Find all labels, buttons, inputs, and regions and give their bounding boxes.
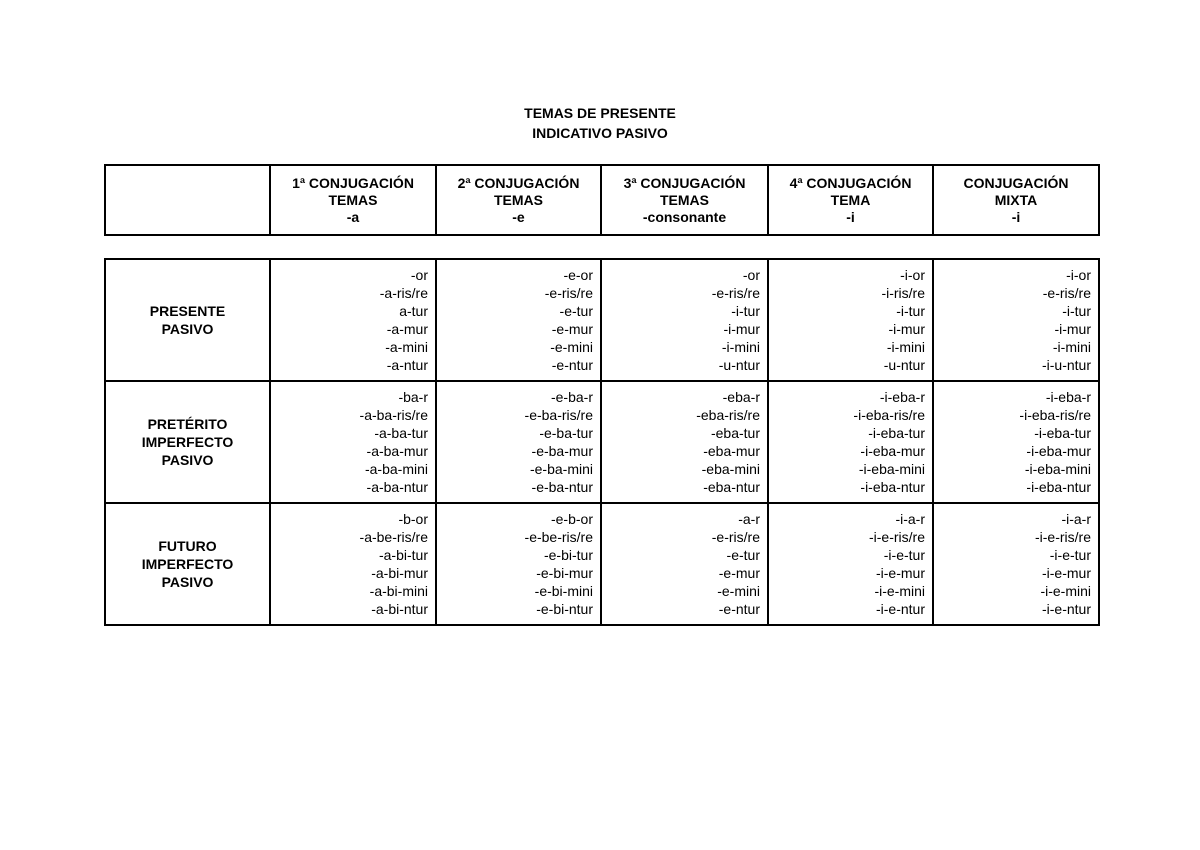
row-label-cell: [105, 503, 270, 625]
ending-line: -a-bi-mini: [369, 583, 428, 599]
ending-line: -i-tur: [731, 303, 760, 319]
ending-line: -e-or: [563, 267, 593, 283]
ending-line: -e-ris/re: [544, 285, 593, 301]
endings-cell: [933, 259, 1099, 381]
header-line: TEMAS: [660, 191, 709, 208]
ending-line: -eba-r: [722, 389, 760, 405]
ending-line: -i-eba-mini: [858, 461, 925, 477]
ending-line: -i-e-mini: [874, 583, 925, 599]
header-line: -i: [846, 208, 855, 225]
header-row: [105, 165, 1099, 235]
ending-line: -i-tur: [1062, 303, 1091, 319]
header-line: -a: [346, 208, 360, 225]
ending-line: -i-eba-ntur: [1026, 479, 1091, 495]
endings-cell: [270, 259, 436, 381]
endings-cell: [933, 503, 1099, 625]
header-cell-4: [768, 165, 933, 235]
ending-line: -e-ba-ris/re: [524, 407, 593, 423]
row-label-line: PRESENTE: [149, 303, 226, 319]
ending-line: -a-bi-ntur: [371, 601, 428, 617]
header-cell-2: [436, 165, 601, 235]
ending-line: -e-bi-ntur: [536, 601, 593, 617]
ending-line: -i-a-r: [1061, 511, 1091, 527]
ending-line: -eba-ris/re: [696, 407, 760, 423]
ending-line: -e-ntur: [551, 357, 593, 373]
header-cell-1: [270, 165, 436, 235]
ending-line: -a-ba-tur: [374, 425, 428, 441]
ending-line: -e-ba-mini: [529, 461, 593, 477]
ending-line: -e-tur: [559, 303, 593, 319]
ending-line: a-tur: [399, 303, 428, 319]
ending-line: -a-ba-ris/re: [359, 407, 428, 423]
ending-line: -e-ba-ntur: [531, 479, 593, 495]
endings-cell: [270, 381, 436, 503]
ending-line: -i-mini: [721, 339, 760, 355]
ending-line: -i-eba-r: [1045, 389, 1091, 405]
row-label-line: PASIVO: [161, 452, 214, 468]
endings-cell: [270, 503, 436, 625]
row-label-line: PASIVO: [161, 574, 214, 590]
header-line: TEMA: [830, 191, 871, 208]
ending-line: -e-ba-r: [550, 389, 593, 405]
ending-line: -i-or: [1066, 267, 1091, 283]
table-row: [105, 381, 1099, 503]
header-empty-cell: [105, 165, 270, 235]
header-line: 4ª CONJUGACIÓN: [789, 174, 912, 191]
row-label-line: PASIVO: [161, 321, 214, 337]
ending-line: -e-ris/re: [711, 529, 760, 545]
endings-cell: [601, 381, 768, 503]
ending-line: -e-ntur: [718, 601, 760, 617]
ending-line: -i-eba-mur: [860, 443, 925, 459]
row-label-cell: [105, 259, 270, 381]
ending-line: -a-r: [738, 511, 760, 527]
ending-line: -a-ris/re: [379, 285, 428, 301]
endings-cell: [436, 503, 601, 625]
ending-line: -eba-ntur: [703, 479, 760, 495]
ending-line: -e-bi-mur: [536, 565, 593, 581]
endings-cell: [768, 381, 933, 503]
header-line: 2ª CONJUGACIÓN: [457, 174, 580, 191]
row-label-line: IMPERFECTO: [141, 556, 234, 572]
ending-line: -i-eba-tur: [1034, 425, 1091, 441]
ending-line: -i-e-tur: [883, 547, 925, 563]
header-line: -e: [512, 208, 525, 225]
ending-line: -i-mur: [723, 321, 760, 337]
ending-line: -e-mini: [550, 339, 593, 355]
ending-line: -i-eba-r: [879, 389, 925, 405]
ending-line: -e-ba-mur: [531, 443, 593, 459]
table-row: [105, 503, 1099, 625]
ending-line: -a-mini: [385, 339, 428, 355]
ending-line: -i-or: [900, 267, 925, 283]
ending-line: -i-e-tur: [1049, 547, 1091, 563]
ending-line: -e-ba-tur: [539, 425, 593, 441]
ending-line: -ba-r: [398, 389, 428, 405]
ending-line: -a-be-ris/re: [359, 529, 428, 545]
ending-line: -i-e-ntur: [1041, 601, 1091, 617]
ending-line: -a-ba-mur: [366, 443, 428, 459]
table-row: [105, 259, 1099, 381]
ending-line: -e-tur: [726, 547, 760, 563]
ending-line: -i-mini: [886, 339, 925, 355]
ending-line: -b-or: [398, 511, 428, 527]
ending-line: -i-mur: [888, 321, 925, 337]
endings-cell: [768, 259, 933, 381]
ending-line: -i-mur: [1054, 321, 1091, 337]
ending-line: -i-eba-mini: [1024, 461, 1091, 477]
ending-line: -a-bi-tur: [378, 547, 428, 563]
ending-line: -i-eba-mur: [1026, 443, 1091, 459]
header-cell-3: [601, 165, 768, 235]
header-line: 3ª CONJUGACIÓN: [623, 174, 746, 191]
ending-line: -e-bi-mini: [534, 583, 593, 599]
header-line: CONJUGACIÓN: [963, 174, 1069, 191]
endings-cell: [601, 259, 768, 381]
ending-line: -e-ris/re: [711, 285, 760, 301]
ending-line: -a-ba-ntur: [366, 479, 428, 495]
header-line: TEMAS: [328, 191, 378, 208]
endings-cell: [933, 381, 1099, 503]
ending-line: -i-eba-ris/re: [853, 407, 925, 423]
ending-line: -or: [410, 267, 428, 283]
ending-line: -i-e-ris/re: [1035, 529, 1091, 545]
ending-line: -i-e-mini: [1040, 583, 1091, 599]
ending-line: -e-be-ris/re: [524, 529, 593, 545]
endings-cell: [436, 259, 601, 381]
ending-line: -a-mur: [386, 321, 428, 337]
ending-line: -i-tur: [896, 303, 925, 319]
ending-line: -i-e-ntur: [875, 601, 925, 617]
header-line: MIXTA: [994, 191, 1038, 208]
ending-line: -u-ntur: [883, 357, 925, 373]
ending-line: -e-ris/re: [1042, 285, 1091, 301]
ending-line: -i-e-mur: [876, 565, 925, 581]
ending-line: -eba-tur: [710, 425, 760, 441]
ending-line: -a-ba-mini: [364, 461, 428, 477]
ending-line: -i-e-mur: [1042, 565, 1091, 581]
row-label-cell: [105, 381, 270, 503]
ending-line: -eba-mini: [701, 461, 760, 477]
ending-line: -a-bi-mur: [371, 565, 428, 581]
ending-line: -i-eba-tur: [868, 425, 925, 441]
header-line: -i: [1011, 208, 1021, 225]
ending-line: -e-mini: [717, 583, 760, 599]
title-line-2: INDICATIVO PASIVO: [532, 125, 668, 141]
conjugation-header-table: [104, 164, 1100, 236]
row-label-line: IMPERFECTO: [141, 434, 234, 450]
ending-line: -i-a-r: [895, 511, 925, 527]
endings-cell: [601, 503, 768, 625]
ending-line: -eba-mur: [703, 443, 760, 459]
ending-line: -or: [742, 267, 760, 283]
ending-line: -e-b-or: [550, 511, 593, 527]
ending-line: -i-ris/re: [881, 285, 925, 301]
ending-line: -i-eba-ntur: [860, 479, 925, 495]
ending-line: -a-ntur: [386, 357, 428, 373]
row-label-line: FUTURO: [158, 538, 217, 554]
ending-line: -u-ntur: [718, 357, 760, 373]
document-title: [0, 103, 1200, 143]
header-line: -consonante: [642, 208, 727, 225]
ending-line: -i-mini: [1052, 339, 1091, 355]
header-line: 1ª CONJUGACIÓN: [292, 174, 414, 191]
ending-line: -e-mur: [551, 321, 593, 337]
ending-line: -i-e-ris/re: [869, 529, 925, 545]
ending-line: -e-bi-tur: [543, 547, 593, 563]
header-line: TEMAS: [494, 191, 543, 208]
ending-line: -i-u-ntur: [1041, 357, 1091, 373]
endings-cell: [768, 503, 933, 625]
row-label-line: PRETÉRITO: [147, 416, 228, 432]
conjugation-endings-table: [104, 258, 1100, 626]
endings-cell: [436, 381, 601, 503]
header-cell-5: [933, 165, 1099, 235]
ending-line: -i-eba-ris/re: [1019, 407, 1091, 423]
title-line-1: TEMAS DE PRESENTE: [524, 105, 676, 121]
ending-line: -e-mur: [718, 565, 760, 581]
